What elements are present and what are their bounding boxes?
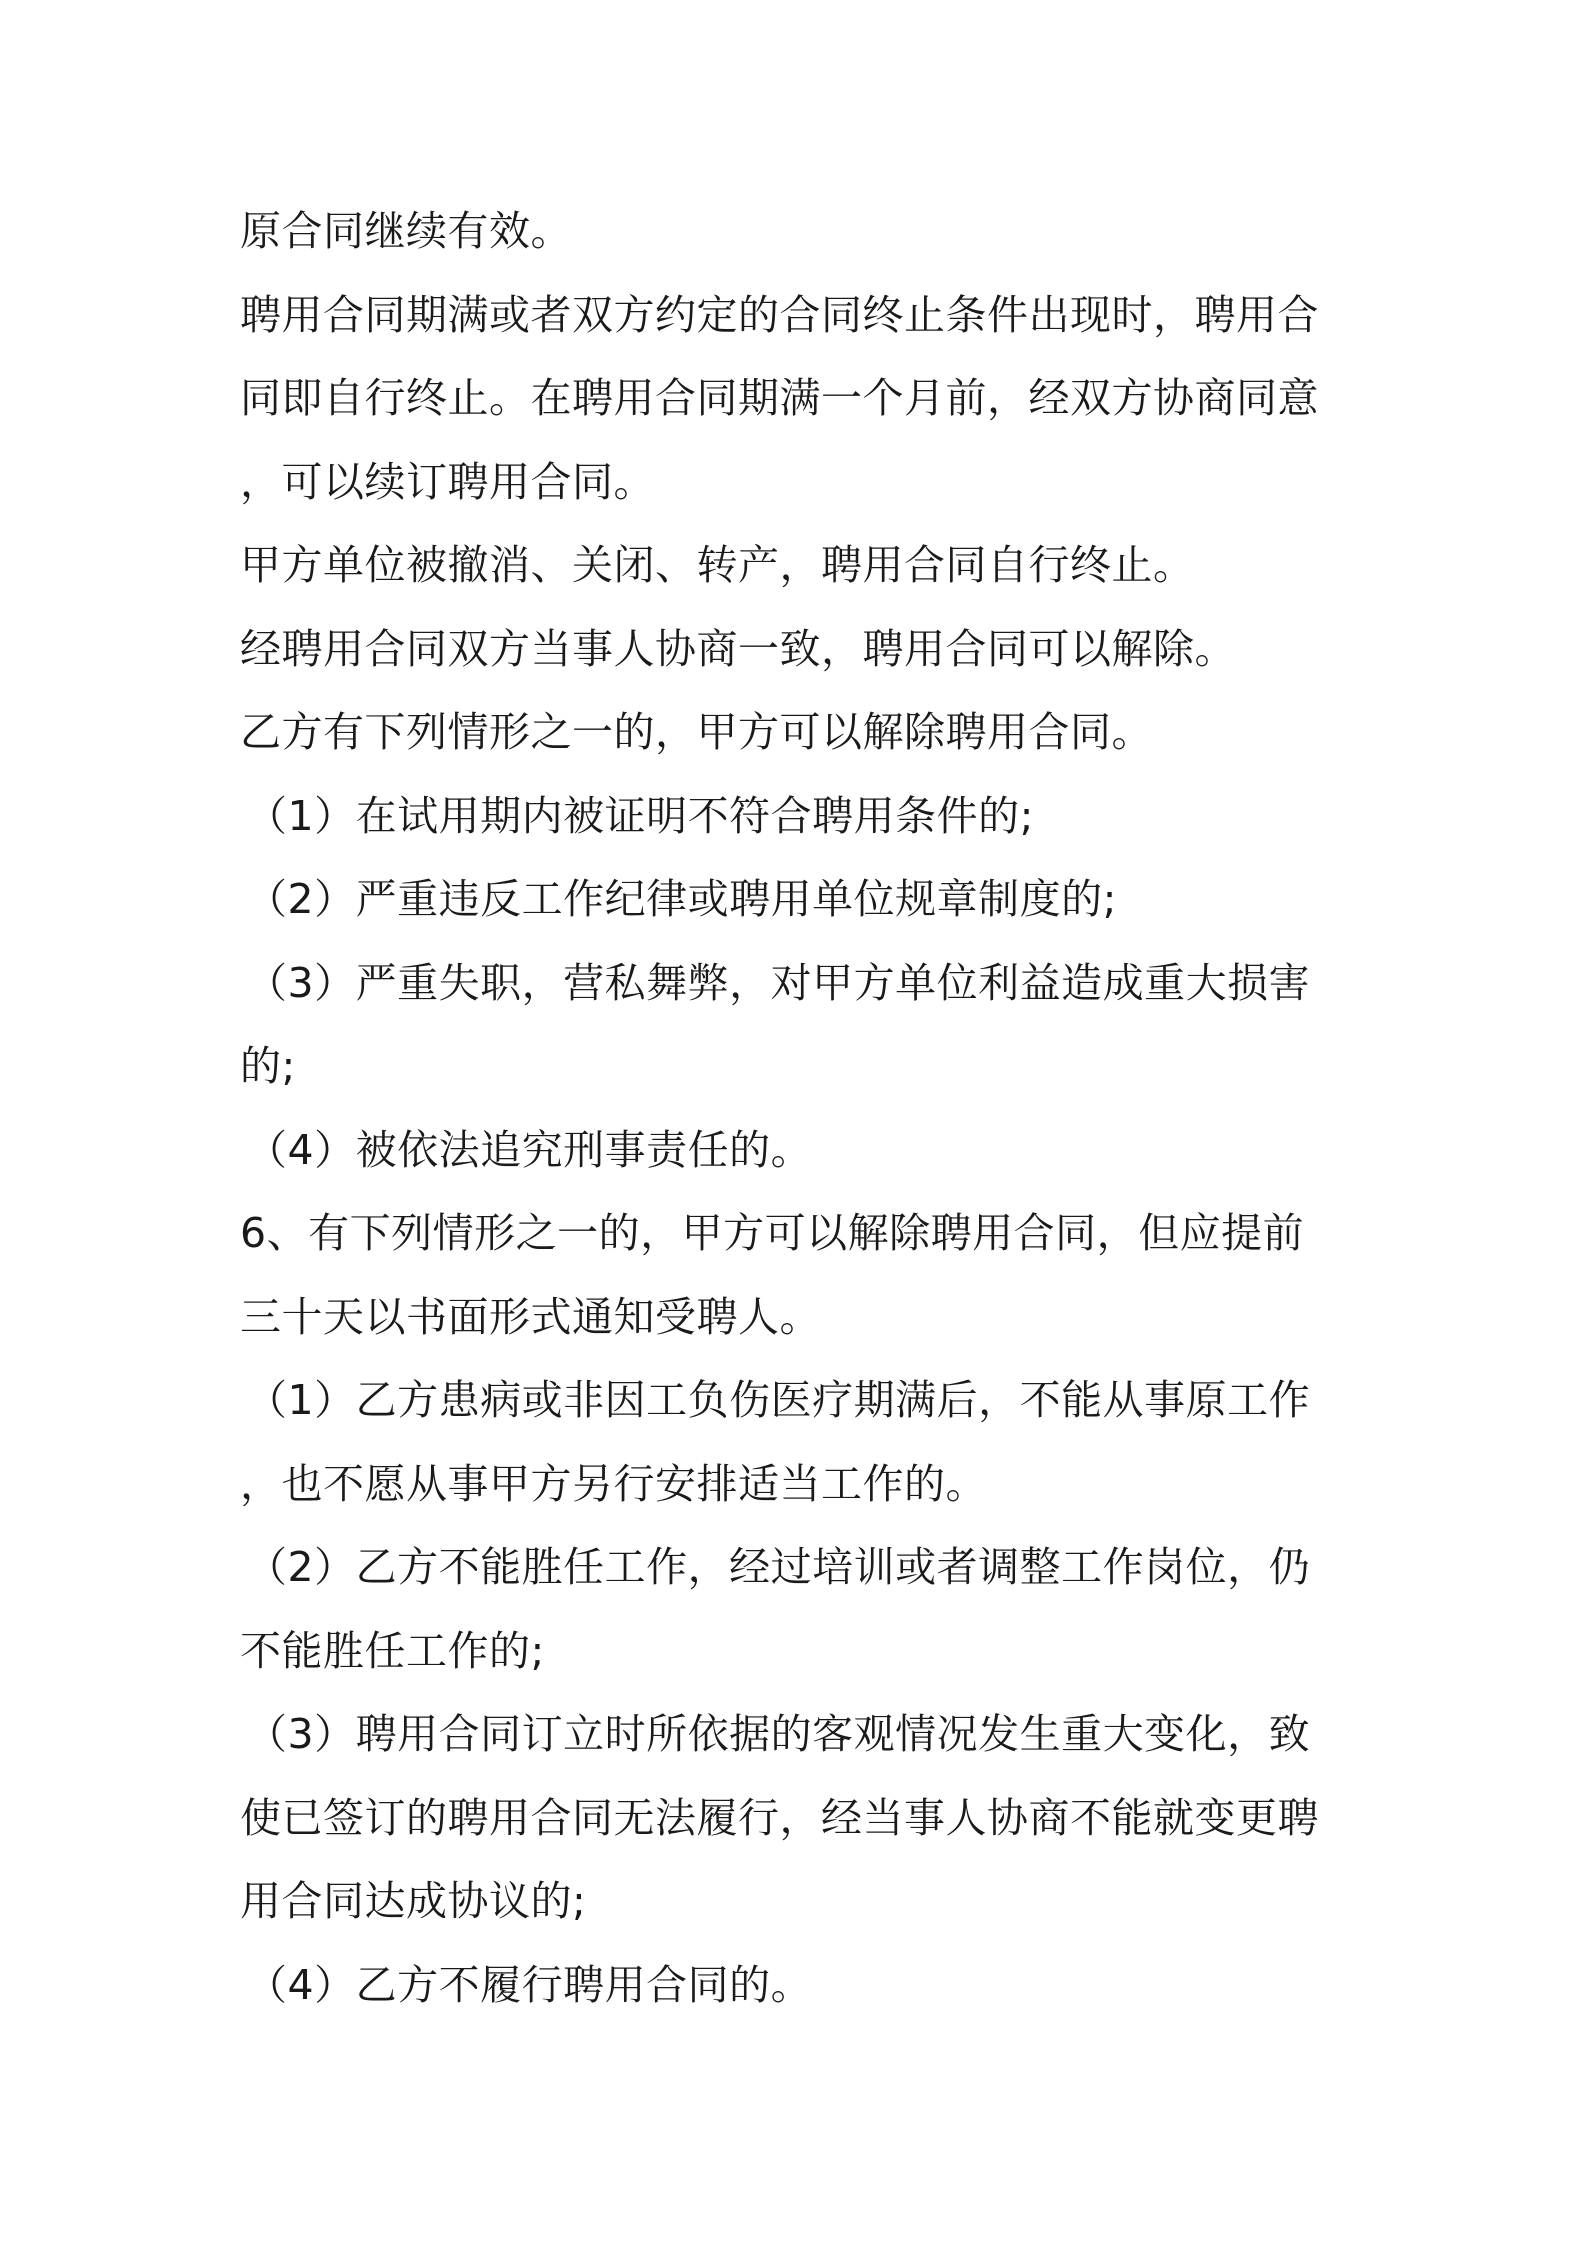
text-line: 的; [240, 1042, 296, 1090]
document-body [240, 190, 1360, 2027]
text-line: ，也不愿从事甲方另行安排适当工作的。 [240, 1459, 987, 1508]
text-line: 三十天以书面形式通知受聘人。 [240, 1292, 821, 1341]
list-item: （3）聘用合同订立时所依据的客观情况发生重大变化，致 [246, 1710, 1311, 1758]
text-line: 6、有下列情形之一的，甲方可以解除聘用合同，但应提前 [240, 1209, 1305, 1257]
text-line: 经聘用合同双方当事人协商一致，聘用合同可以解除。 [240, 624, 1236, 673]
text-line: 聘用合同期满或者双方约定的合同终止条件出现时，聘用合 [240, 290, 1319, 339]
text-line: 原合同继续有效。 [240, 207, 572, 255]
text-line: 乙方有下列情形之一的，甲方可以解除聘用合同。 [240, 708, 1153, 756]
list-item: （4）被依法追究刑事责任的。 [246, 1125, 813, 1174]
text-line: 用合同达成协议的; [240, 1877, 587, 1925]
text-line: 使已签订的聘用合同无法履行，经当事人协商不能就变更聘 [240, 1793, 1319, 1842]
list-item: （2）严重违反工作纪律或聘用单位规章制度的; [246, 875, 1117, 923]
text-line: ，可以续订聘用合同。 [240, 457, 655, 506]
list-item: （1）乙方患病或非因工负伤医疗期满后，不能从事原工作 [246, 1376, 1311, 1424]
list-item: （4）乙方不履行聘用合同的。 [246, 1960, 813, 2009]
list-item: （3）严重失职，营私舞弊，对甲方单位利益造成重大损害 [246, 958, 1311, 1007]
text-line: 不能胜任工作的; [240, 1626, 545, 1675]
text-line: 同即自行终止。在聘用合同期满一个月前，经双方协商同意 [240, 374, 1319, 422]
list-item: （1）在试用期内被证明不符合聘用条件的; [246, 791, 1034, 840]
list-item: （2）乙方不能胜任工作，经过培训或者调整工作岗位，仍 [246, 1543, 1311, 1591]
text-line: 甲方单位被撤消、关闭、转产，聘用合同自行终止。 [240, 541, 1195, 589]
